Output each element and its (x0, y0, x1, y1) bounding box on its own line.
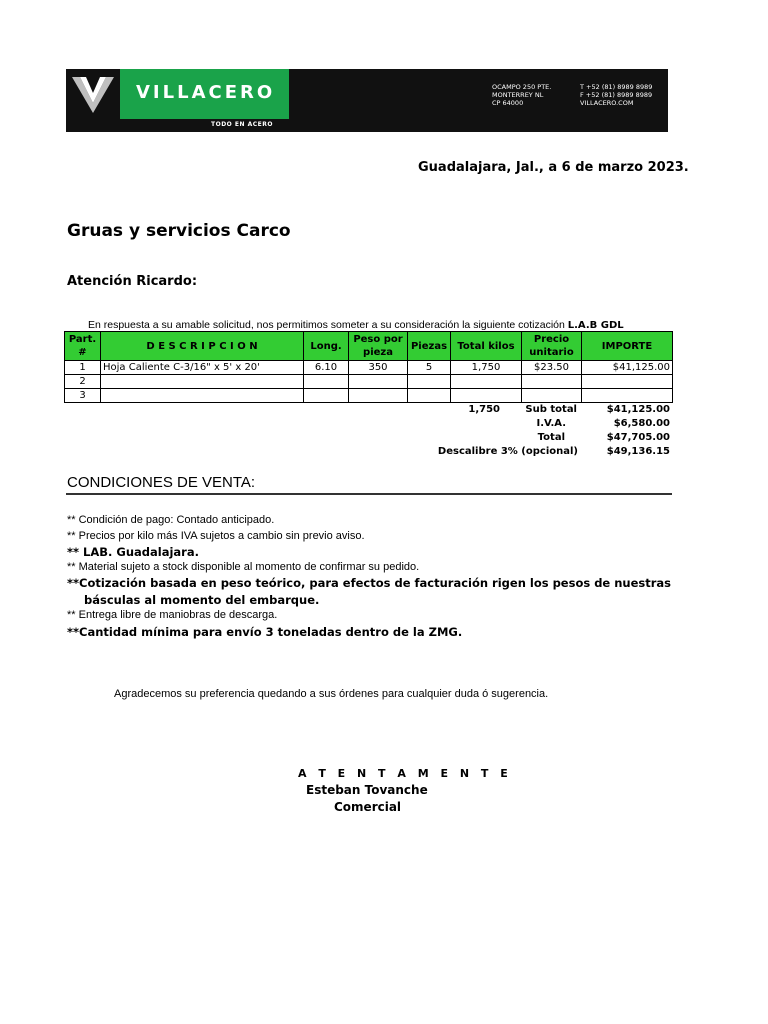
intro-bold: L.A.B GDL (567, 320, 624, 331)
condition-item: ** Precios por kilo más IVA sujetos a cambio sin previo aviso. (67, 530, 365, 542)
header-length: Long. (304, 332, 349, 361)
cell-description: Hoja Caliente C-3/16" x 5' x 20' (101, 361, 304, 375)
cell-weight (349, 389, 408, 403)
conditions-divider (66, 493, 672, 495)
header-amount: IMPORTE (582, 332, 673, 361)
cell-amount: $41,125.00 (582, 361, 673, 375)
signature-role: Comercial (334, 800, 402, 814)
condition-item: básculas al momento del embarque. (84, 593, 320, 607)
quote-table (64, 331, 673, 403)
iva-value: $6,580.00 (613, 418, 670, 429)
condition-item: ** Condición de pago: Contado anticipado. (67, 514, 275, 526)
address-line: OCAMPO 250 PTE. (492, 83, 552, 91)
table-header-row (65, 332, 673, 361)
header-description: D E S C R I P C I O N (101, 332, 304, 361)
address-line: CP 64000 (492, 99, 524, 107)
header-weight: Peso por pieza (349, 332, 408, 361)
cell-unit-price (522, 375, 582, 389)
cell-description (101, 389, 304, 403)
cell-amount (582, 389, 673, 403)
fax-line: F +52 (81) 8989 8989 (580, 91, 653, 99)
table-row (65, 361, 673, 375)
discount-value: $49,136.15 (606, 446, 670, 457)
phone-line: T +52 (81) 8989 8989 (580, 83, 653, 91)
attention-line: Atención Ricardo: (67, 274, 198, 289)
condition-item: **Cotización basada en peso teórico, para efectos de facturación rigen los pesos de nuestras (67, 576, 672, 590)
signature-salutation: A T E N T A M E N T E (298, 767, 512, 780)
closing-text: Agradecemos su preferencia quedando a sus órdenes para cualquier duda ó sugerencia. (114, 688, 549, 700)
condition-item: ** Material sujeto a stock disponible al momento de confirmar su pedido. (67, 561, 420, 573)
total-value: $47,705.00 (606, 432, 670, 443)
cell-description (101, 375, 304, 389)
cell-length: 6.10 (304, 361, 349, 375)
cell-pieces: 5 (408, 361, 451, 375)
header-total-kilos: Total kilos (451, 332, 522, 361)
cell-unit-price: $23.50 (522, 361, 582, 375)
address-line: MONTERREY NL (492, 91, 544, 99)
cell-unit-price (522, 389, 582, 403)
villacero-logo-icon (66, 69, 120, 119)
header-part: Part. # (65, 332, 101, 361)
recipient-name: Gruas y servicios Carco (67, 221, 291, 241)
totals-kilos: 1,750 (468, 404, 500, 415)
cell-total-kilos: 1,750 (451, 361, 522, 375)
cell-length (304, 389, 349, 403)
cell-weight: 350 (349, 361, 408, 375)
company-address (492, 83, 551, 107)
brand-name: VILLACERO (136, 82, 276, 103)
intro-paragraph (88, 319, 624, 331)
condition-item: **Cantidad mínima para envío 3 toneladas dentro de la ZMG. (67, 625, 463, 639)
cell-length (304, 375, 349, 389)
intro-text: En respuesta a su amable solicitud, nos permitimos someter a su consideración la siguiente cotización (88, 319, 568, 331)
cell-pieces (408, 375, 451, 389)
subtotal-label: Sub total (525, 404, 577, 415)
signature-name: Esteban Tovanche (306, 783, 428, 797)
cell-pieces (408, 389, 451, 403)
discount-label: Descalibre 3% (opcional) (437, 446, 578, 457)
company-contact (580, 83, 652, 107)
condition-item: ** LAB. Guadalajara. (67, 545, 199, 559)
header-unit-price: Precio unitario (522, 332, 582, 361)
header-pieces: Piezas (408, 332, 451, 361)
subtotal-value: $41,125.00 (606, 404, 670, 415)
table-row (65, 389, 673, 403)
cell-part: 3 (65, 389, 101, 403)
brand-tagline: TODO EN ACERO (211, 121, 273, 128)
cell-total-kilos (451, 389, 522, 403)
website-line: VILLACERO.COM (580, 99, 634, 107)
cell-total-kilos (451, 375, 522, 389)
cell-part: 2 (65, 375, 101, 389)
letter-date: Guadalajara, Jal., a 6 de marzo 2023. (418, 160, 689, 175)
cell-amount (582, 375, 673, 389)
table-row (65, 375, 673, 389)
iva-label: I.V.A. (536, 418, 566, 429)
cell-part: 1 (65, 361, 101, 375)
cell-weight (349, 375, 408, 389)
condition-item: ** Entrega libre de maniobras de descarga. (67, 609, 278, 621)
conditions-title: CONDICIONES DE VENTA: (67, 474, 256, 491)
total-label: Total (537, 432, 565, 443)
